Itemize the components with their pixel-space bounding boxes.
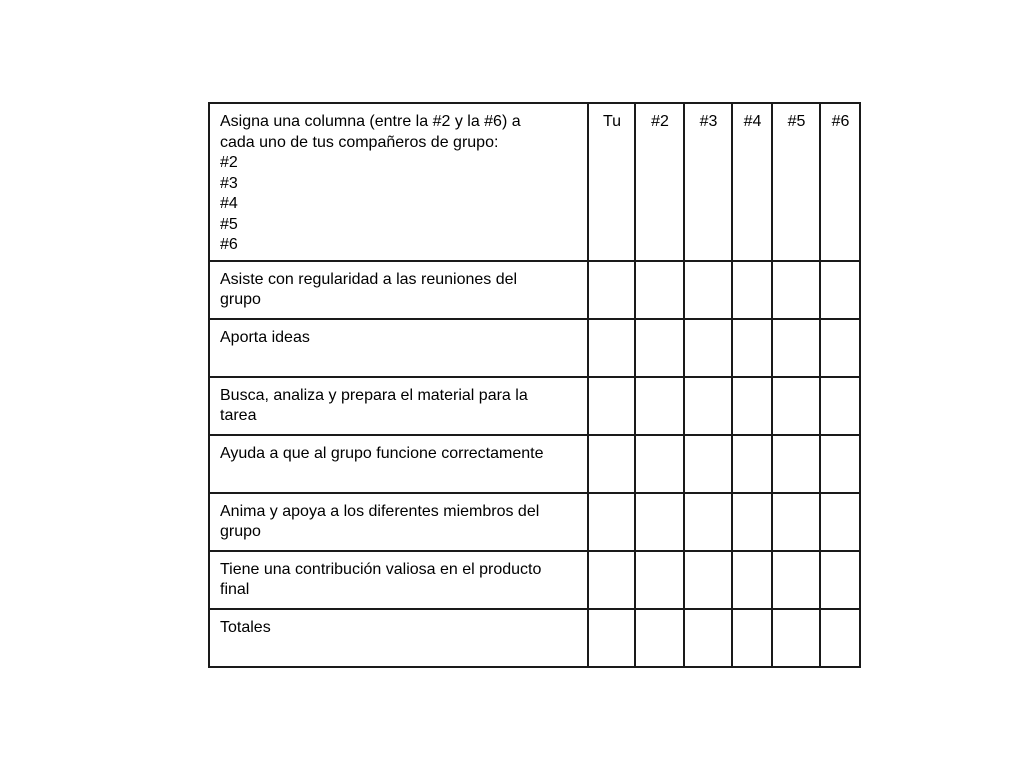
score-cell[interactable] [684,377,732,435]
column-header-tu: Tu [588,103,635,261]
criterion-label [209,435,588,493]
score-cell[interactable] [588,261,635,319]
prompt-line: #2 [220,154,238,171]
score-cell[interactable] [732,319,772,377]
table-row [209,377,860,435]
column-header-6: #6 [820,103,860,261]
peer-evaluation-table [208,102,861,668]
score-cell[interactable] [732,261,772,319]
total-cell[interactable] [588,609,635,667]
criterion-line: grupo [220,523,261,540]
table-row [209,319,860,377]
criterion-line: grupo [220,291,261,308]
score-cell[interactable] [635,493,684,551]
score-cell[interactable] [588,435,635,493]
criterion-line: Asiste con regularidad a las reuniones del [220,270,518,288]
criterion-label [209,493,588,551]
prompt-line: #5 [220,215,238,233]
score-cell[interactable] [772,377,820,435]
score-cell[interactable] [588,377,635,435]
criterion-line: Totales [220,618,271,636]
criterion-line: tarea [220,407,257,424]
total-cell[interactable] [684,609,732,667]
score-cell[interactable] [635,377,684,435]
score-cell[interactable] [772,319,820,377]
table-row [209,551,860,609]
prompt-line: #4 [220,195,238,212]
criterion-line: Ayuda a que al grupo funcione correctamente [220,444,544,462]
prompt-line: Asigna una columna (entre la #2 y la #6) a [220,113,521,130]
totals-label [209,609,588,667]
score-cell[interactable] [820,319,860,377]
table-row [209,261,860,319]
assignment-prompt-cell [209,103,588,261]
score-cell[interactable] [684,319,732,377]
score-cell[interactable] [588,319,635,377]
score-cell[interactable] [684,551,732,609]
criterion-line: Tiene una contribución valiosa en el producto [220,560,542,578]
criterion-label [209,319,588,377]
total-cell[interactable] [732,609,772,667]
total-cell[interactable] [820,609,860,667]
criterion-label [209,261,588,319]
score-cell[interactable] [684,261,732,319]
score-cell[interactable] [684,493,732,551]
totals-row [209,609,860,667]
column-header-2: #2 [635,103,684,261]
criterion-line: final [220,581,250,598]
criterion-line: Busca, analiza y prepara el material para la [220,386,528,404]
total-cell[interactable] [635,609,684,667]
total-cell[interactable] [772,609,820,667]
score-cell[interactable] [635,319,684,377]
table-row [209,435,860,493]
score-cell[interactable] [635,551,684,609]
criterion-label [209,377,588,435]
score-cell[interactable] [588,493,635,551]
score-cell[interactable] [732,551,772,609]
score-cell[interactable] [820,435,860,493]
column-header-5: #5 [772,103,820,261]
column-header-4: #4 [732,103,772,261]
score-cell[interactable] [820,377,860,435]
score-cell[interactable] [820,493,860,551]
prompt-line: #6 [220,236,238,253]
score-cell[interactable] [820,551,860,609]
prompt-line: #3 [220,174,238,192]
criterion-label [209,551,588,609]
score-cell[interactable] [732,377,772,435]
score-cell[interactable] [684,435,732,493]
criterion-line: Aporta ideas [220,328,310,346]
score-cell[interactable] [732,493,772,551]
table-header-row [209,103,860,261]
score-cell[interactable] [772,261,820,319]
score-cell[interactable] [772,551,820,609]
score-cell[interactable] [772,435,820,493]
criterion-line: Anima y apoya a los diferentes miembros del [220,502,540,520]
score-cell[interactable] [635,435,684,493]
score-cell[interactable] [635,261,684,319]
score-cell[interactable] [820,261,860,319]
score-cell[interactable] [732,435,772,493]
score-cell[interactable] [772,493,820,551]
table-row [209,493,860,551]
score-cell[interactable] [588,551,635,609]
prompt-line: cada uno de tus compañeros de grupo: [220,133,499,151]
column-header-3: #3 [684,103,732,261]
